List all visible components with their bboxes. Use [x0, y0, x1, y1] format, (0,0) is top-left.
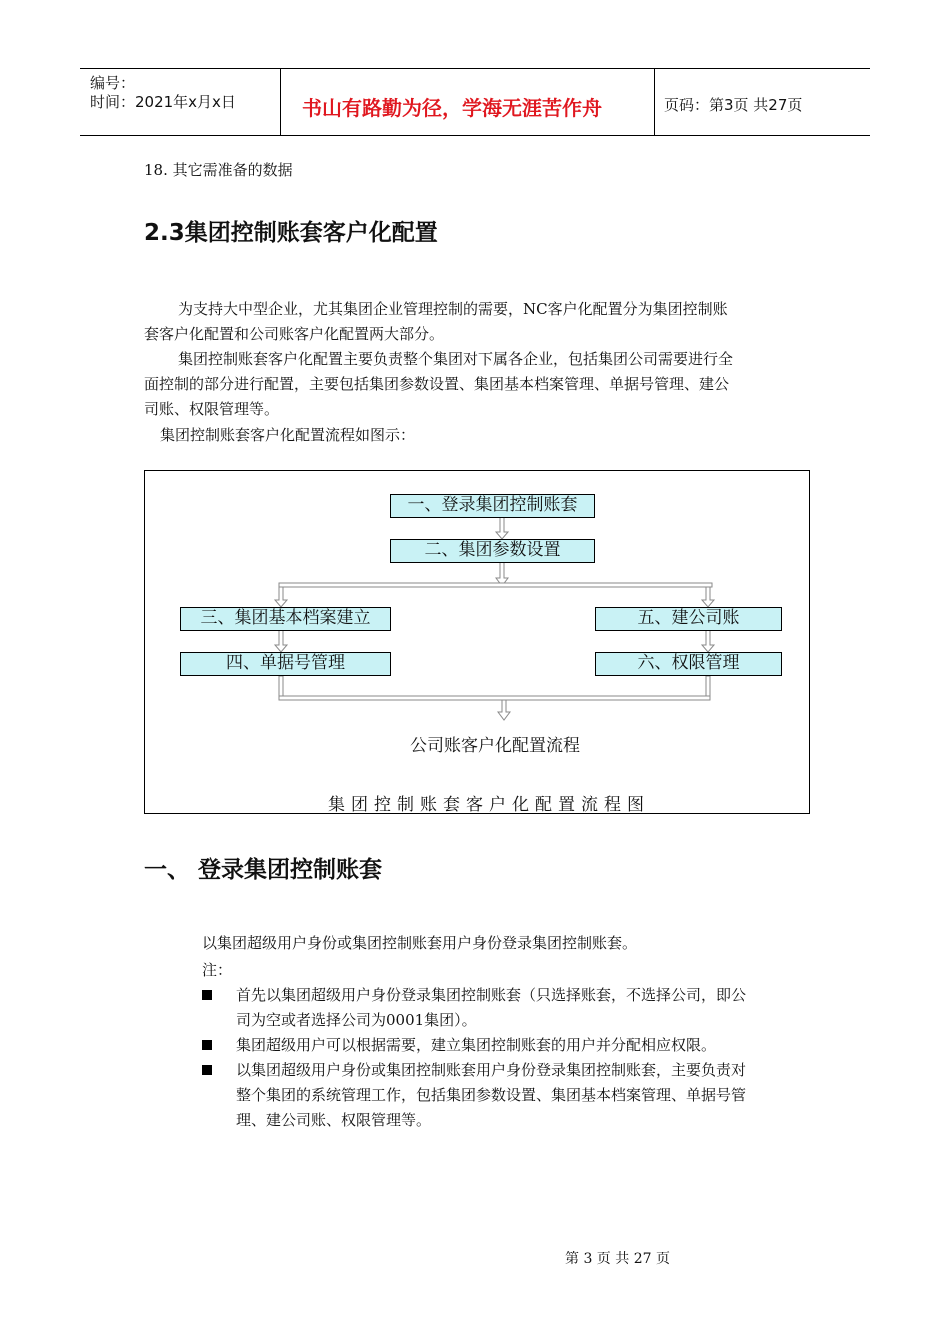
paragraph-2-line-3: 司账、权限管理等。: [144, 400, 280, 418]
flow-node-login: 一、登录集团控制账套: [390, 494, 595, 518]
flowchart-caption: 集团控制账套客户化配置流程图: [328, 795, 650, 815]
bullet-2-line-1: 集团超级用户可以根据需要，建立集团控制账套的用户并分配相应权限。: [236, 1036, 717, 1054]
bullet-3-line-3: 理、建公司账、权限管理等。: [236, 1111, 432, 1129]
bullet-3-line-2: 整个集团的系统管理工作，包括集团参数设置、集团基本档案管理、单据号管: [236, 1086, 747, 1104]
bullet-1-marker: [202, 990, 212, 1000]
flow-result-label: 公司账客户化配置流程: [410, 736, 580, 756]
bullet-1-line-2: 司为空或者选择公司为0001集团）。: [236, 1011, 477, 1029]
flow-node-company-account: 五、建公司账: [595, 607, 782, 631]
paragraph-2-line-2: 面控制的部分进行配置，主要包括集团参数设置、集团基本档案管理、单据号管理、建公: [144, 375, 730, 393]
header-motto: 书山有路勤为径，学海无涯苦作舟: [302, 96, 602, 120]
paragraph-3: 集团控制账套客户化配置流程如图示：: [160, 426, 416, 444]
document-date-label: 时间：2021年x月x日: [90, 93, 236, 111]
document-number-label: 编号：: [90, 74, 136, 92]
paragraph-2-line-1: 集团控制账套客户化配置主要负责整个集团对下属各企业，包括集团公司需要进行全: [178, 350, 734, 368]
bullet-1-line-1: 首先以集团超级用户身份登录集团控制账套（只选择账套，不选择公司，即公: [236, 986, 747, 1004]
header-page-label: 页码：第3页 共27页: [664, 96, 803, 114]
flow-node-group-params: 二、集团参数设置: [390, 539, 595, 563]
flow-node-basic-archive: 三、集团基本档案建立: [180, 607, 391, 631]
section-one-intro: 以集团超级用户身份或集团控制账套用户身份登录集团控制账套。: [202, 934, 638, 952]
flow-node-doc-number: 四、单据号管理: [180, 652, 391, 676]
flow-node-permission: 六、权限管理: [595, 652, 782, 676]
note-label: 注：: [202, 961, 233, 979]
section-title: 2.3集团控制账套客户化配置: [144, 220, 438, 246]
paragraph-1-line-2: 套客户化配置和公司账客户化配置两大部分。: [144, 325, 445, 343]
paragraph-1-line-1: 为支持大中型企业，尤其集团企业管理控制的需要，NC客户化配置分为集团控制账: [178, 300, 728, 318]
page-footer: 第 3 页 共 27 页: [565, 1251, 670, 1267]
bullet-2-marker: [202, 1040, 212, 1050]
bullet-3-line-1: 以集团超级用户身份或集团控制账套用户身份登录集团控制账套，主要负责对: [236, 1061, 747, 1079]
bullet-3-marker: [202, 1065, 212, 1075]
section-one-title: 一、 登录集团控制账套: [144, 857, 383, 883]
list-item-18: 18. 其它需准备的数据: [144, 161, 293, 179]
